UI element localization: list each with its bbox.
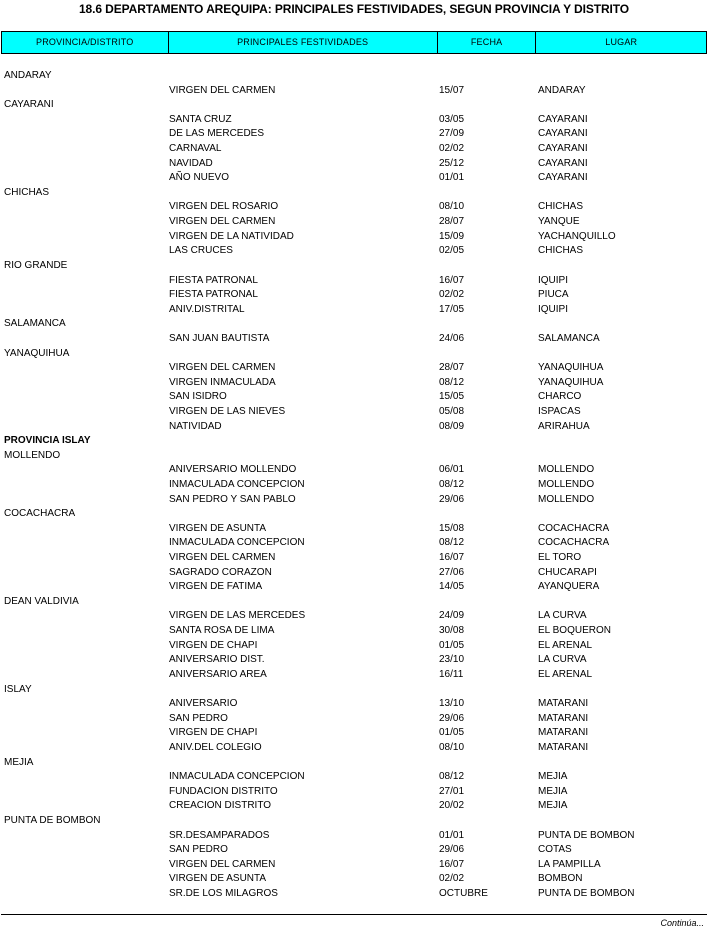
table-row [0,624,708,638]
festividad-cell: VIRGEN DEL CARMEN [169,362,276,373]
district-row [0,756,708,770]
lugar-cell: PUNTA DE BOMBON [538,830,635,841]
fecha-cell: 01/01 [439,830,465,841]
lugar-cell: BOMBON [538,873,583,884]
district-row [0,595,708,609]
lugar-cell: YANQUE [538,216,580,227]
fecha-cell: 27/06 [439,567,465,578]
table-row [0,376,708,390]
lugar-cell: MEJIA [538,800,568,811]
lugar-cell: COCACHACRA [538,537,610,548]
lugar-cell: MOLLENDO [538,494,595,505]
table-row [0,157,708,171]
festividad-cell: INMACULADA CONCEPCION [169,537,305,548]
fecha-cell: 25/12 [439,158,465,169]
page-title: 18.6 DEPARTAMENTO AREQUIPA: PRINCIPALES FESTIVIDADES, SEGUN PROVINCIA Y DISTRITO [78,2,630,16]
festividad-cell: VIRGEN DEL CARMEN [169,859,276,870]
table-row [0,697,708,711]
lugar-cell: LA CURVA [538,610,587,621]
festividad-cell: VIRGEN DEL CARMEN [169,85,276,96]
fecha-cell: 08/10 [439,201,465,212]
lugar-cell: CAYARANI [538,128,588,139]
festividad-cell: FUNDACION DISTRITO [169,786,278,797]
lugar-cell: EL BOQUERON [538,625,611,636]
continues-note: Continúa... [660,918,704,928]
district-name: ANDARAY [4,70,52,81]
fecha-cell: 28/07 [439,362,465,373]
table-row [0,887,708,901]
festividad-cell: SAN PEDRO [169,713,228,724]
fecha-cell: 02/02 [439,873,465,884]
table-row [0,478,708,492]
table-row [0,580,708,594]
table-row [0,726,708,740]
lugar-cell: CAYARANI [538,114,588,125]
festividad-cell: SR.DE LOS MILAGROS [169,888,278,899]
fecha-cell: 24/06 [439,333,465,344]
festividad-cell: VIRGEN DE ASUNTA [169,523,267,534]
table-row [0,303,708,317]
table-row [0,142,708,156]
festividad-cell: CREACION DISTRITO [169,800,272,811]
fecha-cell: 08/12 [439,537,465,548]
table-row [0,332,708,346]
table-row [0,405,708,419]
fecha-cell: 16/07 [439,552,465,563]
festividad-cell: ANIVERSARIO MOLLENDO [169,464,297,475]
province-row [0,434,708,448]
festividad-cell: CARNAVAL [169,143,222,154]
table-row [0,551,708,565]
table-row [0,200,708,214]
lugar-cell: CHARCO [538,391,582,402]
header-fecha: FECHA [438,32,537,53]
festividad-cell: AÑO NUEVO [169,172,230,183]
festividad-cell: SAN JUAN BAUTISTA [169,333,270,344]
fecha-cell: 29/06 [439,713,465,724]
table-row [0,653,708,667]
district-name: YANAQUIHUA [4,348,70,359]
fecha-cell: 16/07 [439,859,465,870]
lugar-cell: ARIRAHUA [538,421,590,432]
table-row [0,288,708,302]
fecha-cell: 30/08 [439,625,465,636]
festividad-cell: SAN ISIDRO [169,391,227,402]
fecha-cell: 15/05 [439,391,465,402]
header-provincia-distrito: PROVINCIA/DISTRITO [2,32,169,53]
lugar-cell: CHICHAS [538,245,584,256]
lugar-cell: MATARANI [538,742,589,753]
table-row [0,566,708,580]
festividad-cell: VIRGEN INMACULADA [169,377,276,388]
lugar-cell: MEJIA [538,786,568,797]
district-row [0,259,708,273]
fecha-cell: 16/07 [439,275,465,286]
district-name: MEJIA [4,757,34,768]
lugar-cell: MATARANI [538,713,589,724]
fecha-cell: 02/05 [439,245,465,256]
fecha-cell: 14/05 [439,581,465,592]
province-name: PROVINCIA ISLAY [4,435,91,446]
table-row [0,741,708,755]
festividad-cell: SR.DESAMPARADOS [169,830,270,841]
lugar-cell: MOLLENDO [538,464,595,475]
lugar-cell: CHICHAS [538,201,584,212]
festividad-cell: FIESTA PATRONAL [169,289,258,300]
header-principales-festividades: PRINCIPALES FESTIVIDADES [169,32,438,53]
district-name: ISLAY [4,684,32,695]
festividad-cell: VIRGEN DEL CARMEN [169,552,276,563]
festividad-cell: SAN PEDRO Y SAN PABLO [169,494,296,505]
fecha-cell: 08/12 [439,771,465,782]
district-row [0,449,708,463]
district-row [0,98,708,112]
fecha-cell: 08/12 [439,377,465,388]
fecha-cell: 29/06 [439,494,465,505]
header-lugar: LUGAR [605,37,638,47]
festividad-cell: SAGRADO CORAZON [169,567,272,578]
table-row [0,84,708,98]
festividad-cell: VIRGEN DEL CARMEN [169,216,276,227]
fecha-cell: 23/10 [439,654,465,665]
table-row [0,872,708,886]
district-name: RIO GRANDE [4,260,68,271]
festividad-cell: VIRGEN DEL ROSARIO [169,201,279,212]
district-name: PUNTA DE BOMBON [4,815,101,826]
lugar-cell: CAYARANI [538,158,588,169]
festividad-cell: LAS CRUCES [169,245,233,256]
lugar-cell: MEJIA [538,771,568,782]
fecha-cell: 28/07 [439,216,465,227]
table-row [0,244,708,258]
district-row [0,69,708,83]
fecha-cell: 08/10 [439,742,465,753]
district-row [0,507,708,521]
table-row [0,668,708,682]
fecha-cell: 08/12 [439,479,465,490]
lugar-cell: YANAQUIHUA [538,362,604,373]
fecha-cell: 29/06 [439,844,465,855]
festividad-cell: VIRGEN DE LAS NIEVES [169,406,286,417]
table-row [0,274,708,288]
festividad-cell: ANIV.DEL COLEGIO [169,742,262,753]
district-name: COCACHACRA [4,508,76,519]
fecha-cell: 20/02 [439,800,465,811]
fecha-cell: 13/10 [439,698,465,709]
lugar-cell: ISPACAS [538,406,581,417]
table-row [0,420,708,434]
fecha-cell: 08/09 [439,421,465,432]
table-row [0,858,708,872]
fecha-cell: 27/01 [439,786,465,797]
festividad-cell: VIRGEN DE ASUNTA [169,873,267,884]
lugar-cell: CAYARANI [538,143,588,154]
fecha-cell: 17/05 [439,304,465,315]
district-row [0,186,708,200]
fecha-cell: 24/09 [439,610,465,621]
festividad-cell: NATIVIDAD [169,421,222,432]
festividad-cell: ANIV.DISTRITAL [169,304,245,315]
district-row [0,347,708,361]
district-row [0,317,708,331]
table-row [0,493,708,507]
table-row [0,522,708,536]
fecha-cell: 02/02 [439,143,465,154]
festividad-cell: INMACULADA CONCEPCION [169,771,305,782]
lugar-cell: COTAS [538,844,572,855]
table-row [0,536,708,550]
lugar-cell: MATARANI [538,698,589,709]
table-row [0,390,708,404]
festividad-cell: VIRGEN DE FATIMA [169,581,263,592]
fecha-cell: 06/01 [439,464,465,475]
table-row [0,171,708,185]
festividad-cell: VIRGEN DE CHAPI [169,640,258,651]
table-row [0,230,708,244]
table-row [0,799,708,813]
fecha-cell: 15/08 [439,523,465,534]
fecha-cell: 15/07 [439,85,465,96]
festividad-cell: VIRGEN DE LA NATIVIDAD [169,231,294,242]
lugar-cell: YANAQUIHUA [538,377,604,388]
table-row [0,712,708,726]
lugar-cell: LA CURVA [538,654,587,665]
lugar-cell: LA PAMPILLA [538,859,601,870]
fecha-cell: 05/08 [439,406,465,417]
table-row [0,609,708,623]
lugar-cell: IQUIPI [538,275,569,286]
festividad-cell: SANTA CRUZ [169,114,232,125]
table-row [0,770,708,784]
fecha-cell: 01/05 [439,727,465,738]
festividad-cell: FIESTA PATRONAL [169,275,258,286]
lugar-cell: ANDARAY [538,85,586,96]
lugar-cell: CAYARANI [538,172,588,183]
lugar-cell: MATARANI [538,727,589,738]
fecha-cell: 27/09 [439,128,465,139]
festividad-cell: DE LAS MERCEDES [169,128,265,139]
festividad-cell: VIRGEN DE LAS MERCEDES [169,610,306,621]
bottom-divider [1,914,707,915]
fecha-cell: 02/02 [439,289,465,300]
lugar-cell: EL TORO [538,552,582,563]
festividad-cell: ANIVERSARIO DIST. [169,654,265,665]
lugar-cell: EL ARENAL [538,669,593,680]
lugar-cell: MOLLENDO [538,479,595,490]
district-row [0,683,708,697]
festividad-cell: ANIVERSARIO AREA [169,669,267,680]
table-row [0,639,708,653]
lugar-cell: AYANQUERA [538,581,600,592]
fecha-cell: 01/01 [439,172,465,183]
lugar-cell: YACHANQUILLO [538,231,616,242]
fecha-cell: 15/09 [439,231,465,242]
lugar-cell: PUNTA DE BOMBON [538,888,635,899]
fecha-cell: 03/05 [439,114,465,125]
fecha-cell: 01/05 [439,640,465,651]
festividad-cell: NAVIDAD [169,158,213,169]
lugar-cell: IQUIPI [538,304,569,315]
lugar-cell: CHUCARAPI [538,567,597,578]
festividad-cell: SANTA ROSA DE LIMA [169,625,275,636]
festividad-cell: ANIVERSARIO [169,698,238,709]
lugar-cell: SALAMANCA [538,333,600,344]
table-row [0,463,708,477]
festividad-cell: VIRGEN DE CHAPI [169,727,258,738]
festividad-cell: SAN PEDRO [169,844,228,855]
fecha-cell: OCTUBRE [439,888,488,899]
district-name: SALAMANCA [4,318,66,329]
fecha-cell: 16/11 [439,669,464,680]
district-row [0,814,708,828]
district-name: DEAN VALDIVIA [4,596,79,607]
festividad-cell: INMACULADA CONCEPCION [169,479,305,490]
district-name: CAYARANI [4,99,54,110]
table-row [0,843,708,857]
table-row [0,785,708,799]
lugar-cell: COCACHACRA [538,523,610,534]
table-row [0,361,708,375]
lugar-cell: EL ARENAL [538,640,593,651]
district-name: MOLLENDO [4,450,61,461]
district-name: CHICHAS [4,187,50,198]
table-row [0,127,708,141]
table-row [0,215,708,229]
table-row [0,829,708,843]
table-row [0,113,708,127]
lugar-cell: PIUCA [538,289,569,300]
